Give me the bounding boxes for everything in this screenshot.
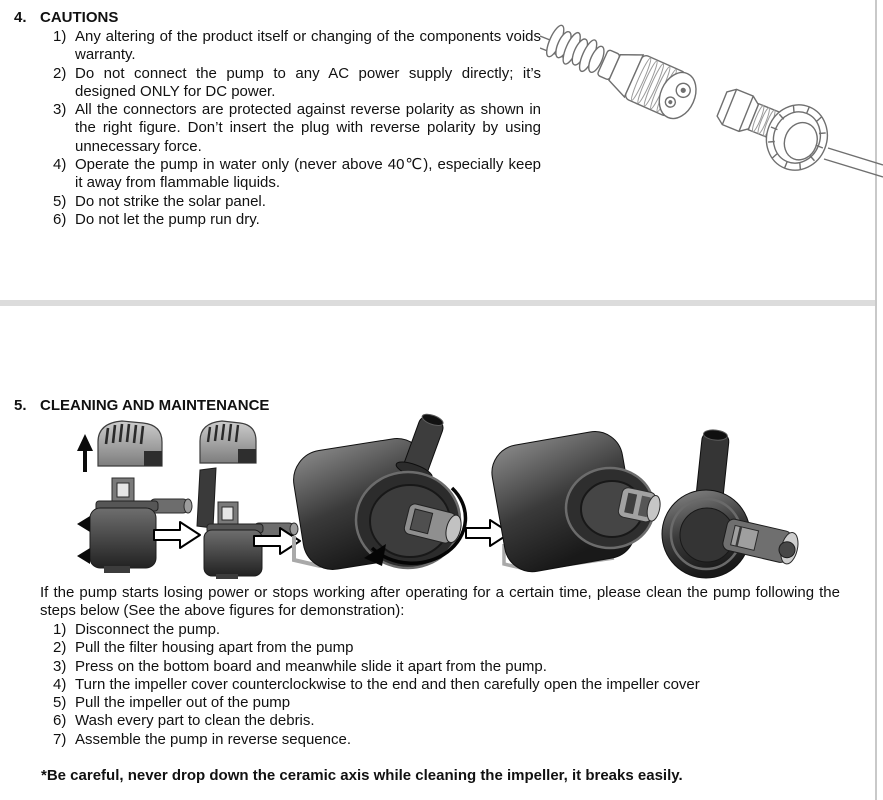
caution-item-number: 4)	[53, 156, 67, 174]
pump-disassembly-figure	[58, 408, 878, 580]
caution-item	[14, 28, 541, 65]
cleaning-step	[14, 621, 844, 639]
pump-body-icon	[77, 478, 192, 573]
cleaning-step-number: 5)	[53, 694, 67, 712]
dc-connector-pair-icon	[540, 2, 883, 207]
cleaning-step	[14, 658, 844, 676]
cleaning-step	[14, 639, 844, 657]
caution-item-number: 5)	[53, 192, 67, 210]
cleaning-step-text: Wash every part to clean the debris.	[75, 712, 315, 730]
caution-item-text: Operate the pump in water only (never above 40℃), especially keep it away from flammable liquids.	[75, 156, 541, 192]
caution-item-text: Do not let the pump run dry.	[75, 210, 260, 228]
cleaning-step-number: 1)	[53, 621, 67, 638]
section4-title: CAUTIONS	[40, 9, 119, 26]
caution-item	[14, 193, 541, 211]
suction-cup-icon	[77, 548, 90, 564]
bottom-board-icon	[197, 468, 216, 528]
up-arrow-icon	[77, 434, 93, 472]
caution-item-text: Any altering of the product itself or changing of the components voids warranty.	[75, 28, 541, 64]
cleaning-step-text: Turn the impeller cover counterclockwise to the end and then carefully open the impeller cover	[75, 675, 700, 693]
cleaning-step	[14, 731, 844, 749]
caution-footnote: *Be careful, never drop down the ceramic axis while cleaning the impeller, it breaks easily.	[41, 767, 683, 784]
caution-item	[14, 156, 541, 193]
stage3-turn-impeller-cover	[289, 409, 465, 574]
filter-housing-icon	[200, 421, 256, 463]
male-plug-icon	[540, 17, 702, 125]
caution-item-text: Do not connect the pump to any AC power supply directly; it’s designed ONLY for DC power.	[75, 64, 541, 100]
right-arrow-icon	[154, 522, 200, 548]
cleaning-steps-list	[14, 621, 844, 749]
caution-item-text: All the connectors are protected against reverse polarity as shown in the right figure. Don’t insert the plug with reverse polarity by using unnecessary force.	[75, 101, 541, 155]
caution-item	[14, 101, 541, 156]
stage5-impeller-removed	[662, 428, 801, 578]
cleaning-intro-paragraph: If the pump starts losing power or stops working after operating for a certain time, please clean the pump following the steps below (See the above figures for demonstration):	[40, 584, 840, 620]
stage1-pump-with-filter	[77, 421, 192, 573]
caution-item-number: 3)	[53, 101, 67, 119]
cleaning-step-number: 4)	[53, 675, 67, 693]
cleaning-step	[14, 712, 844, 730]
suction-cup-icon	[77, 516, 90, 532]
section5-number: 5.	[14, 397, 27, 414]
caution-item-number: 1)	[53, 28, 67, 45]
filter-housing-icon	[98, 421, 162, 466]
caution-item	[14, 211, 541, 229]
section4-number: 4.	[14, 9, 27, 26]
cautions-list	[14, 28, 541, 229]
dc-connector-figure	[540, 2, 883, 207]
cleaning-step	[14, 676, 844, 694]
cleaning-step-number: 3)	[53, 657, 67, 675]
stage2-filter-apart	[197, 421, 298, 579]
section4-heading	[14, 8, 118, 27]
female-socket-cable	[824, 148, 883, 177]
caution-item-number: 2)	[53, 64, 67, 82]
cleaning-step-text: Pull the impeller out of the pump	[75, 694, 291, 712]
female-socket-icon	[709, 76, 838, 179]
caution-item-text: Do not strike the solar panel.	[75, 192, 266, 210]
cleaning-step-number: 7)	[53, 730, 67, 748]
cleaning-step-number: 6)	[53, 712, 67, 730]
cleaning-step-text: Pull the filter housing apart from the pump	[75, 639, 354, 657]
page-break-band	[0, 300, 876, 306]
pump-disassembly-icon	[58, 408, 878, 580]
cleaning-step	[14, 694, 844, 712]
caution-item	[14, 65, 541, 102]
cleaning-step-text: Press on the bottom board and meanwhile slide it apart from the pump.	[75, 657, 547, 675]
cleaning-step-number: 2)	[53, 639, 67, 657]
stage4-impeller-cover-opened	[488, 427, 663, 576]
cleaning-step-text: Disconnect the pump.	[75, 621, 221, 638]
caution-item-number: 6)	[53, 210, 67, 228]
cleaning-step-text: Assemble the pump in reverse sequence.	[75, 730, 351, 748]
section5-title: CLEANING AND MAINTENANCE	[40, 397, 270, 414]
